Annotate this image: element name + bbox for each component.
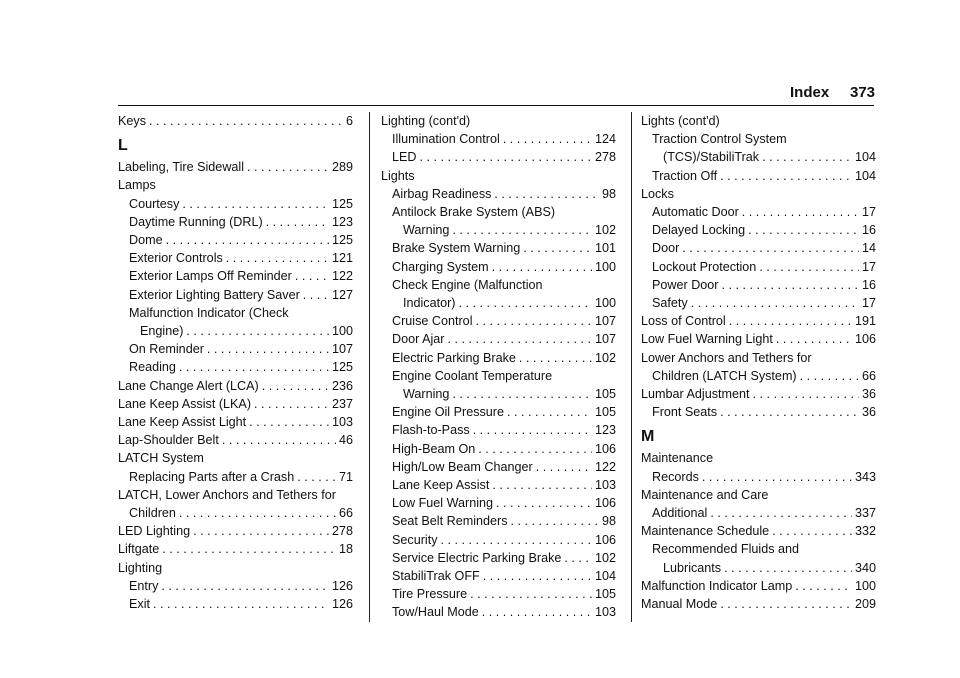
dot-leader <box>478 440 592 458</box>
index-entry-label: Engine) <box>140 324 184 339</box>
dot-leader <box>759 258 859 276</box>
index-entry-page[interactable]: 104 <box>854 150 876 165</box>
index-entry[interactable] <box>381 458 616 476</box>
dot-leader <box>702 468 852 486</box>
index-heading: LATCH, Lower Anchors and Tethers for <box>118 487 336 502</box>
index-entry-label: Traction Off <box>652 168 718 183</box>
index-entry-label: Tire Pressure <box>392 587 468 602</box>
index-entry[interactable] <box>381 512 616 530</box>
index-heading: Lighting <box>118 560 163 575</box>
index-entry[interactable] <box>118 213 353 231</box>
index-entry[interactable] <box>118 112 353 130</box>
index-entry[interactable] <box>118 468 353 486</box>
index-entry-label: Engine Oil Pressure <box>392 405 504 420</box>
index-entry-label: Safety <box>652 296 688 311</box>
dot-leader <box>452 385 592 403</box>
index-entry-label: Manual Mode <box>641 597 718 612</box>
index-entry[interactable] <box>381 549 616 567</box>
index-entry-page[interactable]: 106 <box>594 532 616 547</box>
index-entry[interactable] <box>381 130 616 148</box>
dot-leader <box>800 367 859 385</box>
dot-leader <box>795 577 852 595</box>
index-entry[interactable] <box>118 249 353 267</box>
index-entry-label: Lane Keep Assist <box>392 478 490 493</box>
dot-leader <box>297 468 336 486</box>
index-entry[interactable] <box>381 476 616 494</box>
dot-leader <box>420 148 592 166</box>
index-entry-page[interactable]: 124 <box>594 132 616 147</box>
index-entry-label: Warning <box>403 223 450 238</box>
index-entry-page[interactable]: 121 <box>331 251 353 266</box>
index-entry-page[interactable]: 340 <box>854 560 876 575</box>
dot-leader <box>266 213 329 231</box>
index-entry-page[interactable]: 17 <box>861 259 876 274</box>
index-entry-page[interactable]: 98 <box>601 186 616 201</box>
index-entry-page[interactable]: 125 <box>331 360 353 375</box>
dot-leader <box>254 395 329 413</box>
index-entry-label: (TCS)/StabiliTrak <box>663 150 760 165</box>
index-entry-label: Brake System Warning <box>392 241 521 256</box>
index-entry-label: High/Low Beam Changer <box>392 459 533 474</box>
dot-leader <box>507 403 592 421</box>
index-entry-page[interactable]: 104 <box>594 569 616 584</box>
index-entry-page[interactable]: 105 <box>594 405 616 420</box>
index-entry-page[interactable]: 16 <box>861 223 876 238</box>
index-entry-page[interactable]: 71 <box>338 469 353 484</box>
dot-leader <box>262 377 329 395</box>
dot-leader <box>249 413 329 431</box>
index-entry[interactable] <box>118 522 353 540</box>
index-entry[interactable] <box>641 148 876 166</box>
index-entry-label: Exit <box>129 597 150 612</box>
header-rule <box>118 105 874 106</box>
index-entry-page[interactable]: 103 <box>331 415 353 430</box>
dot-leader <box>473 421 592 439</box>
index-column-3 <box>641 112 876 613</box>
index-entry-page[interactable]: 100 <box>594 296 616 311</box>
index-entry[interactable] <box>381 531 616 549</box>
index-entry[interactable] <box>381 148 616 166</box>
index-entry-label: Keys <box>118 114 146 128</box>
dot-leader <box>182 195 329 213</box>
dot-leader <box>691 294 859 312</box>
index-entry-page[interactable]: 107 <box>331 342 353 357</box>
index-column-2 <box>381 112 616 622</box>
index-entry-page[interactable]: 103 <box>594 605 616 620</box>
index-entry-label: Exterior Lamps Off Reminder <box>129 269 292 284</box>
dot-leader <box>720 167 852 185</box>
index-entry-label: Front Seats <box>652 405 718 420</box>
index-entry[interactable] <box>641 258 876 276</box>
index-entry-page[interactable]: 100 <box>854 578 876 593</box>
index-entry-page[interactable]: 236 <box>331 378 353 393</box>
dot-leader <box>753 385 859 403</box>
dot-leader <box>161 577 329 595</box>
index-entry-label: Flash-to-Pass <box>392 423 470 438</box>
index-entry-label: Warning <box>403 387 450 402</box>
index-entry[interactable] <box>118 322 353 340</box>
index-entry-label: Door <box>652 241 680 256</box>
index-entry-page[interactable]: 106 <box>594 496 616 511</box>
index-entry[interactable] <box>381 239 616 257</box>
index-entry-label: Liftgate <box>118 542 160 557</box>
index-entry-page[interactable]: 209 <box>854 597 876 612</box>
index-entry[interactable] <box>381 185 616 203</box>
dot-leader <box>247 158 329 176</box>
index-entry[interactable] <box>381 221 616 239</box>
index-entry[interactable] <box>641 577 876 595</box>
index-entry[interactable] <box>118 577 353 595</box>
index-entry-label: Indicator) <box>403 296 456 311</box>
index-entry-label: Lumbar Adjustment <box>641 387 750 402</box>
dot-leader <box>536 458 592 476</box>
dot-leader <box>193 522 329 540</box>
index-entry-page[interactable]: 36 <box>861 387 876 402</box>
index-entry-label: LED Lighting <box>118 524 191 539</box>
index-entry-label: Malfunction Indicator Lamp <box>641 578 793 593</box>
section-title: Index <box>790 84 830 101</box>
index-entry-label: Tow/Haul Mode <box>392 605 479 620</box>
index-entry-page[interactable]: 105 <box>594 387 616 402</box>
index-entry-label: Exterior Controls <box>129 251 223 266</box>
index-entry[interactable] <box>381 294 616 312</box>
index-entry-page[interactable]: 14 <box>861 241 876 256</box>
dot-leader <box>494 185 599 203</box>
dot-leader <box>166 231 329 249</box>
index-entry-label: Maintenance Schedule <box>641 524 770 539</box>
dot-leader <box>496 494 592 512</box>
index-entry[interactable] <box>641 367 876 385</box>
index-entry[interactable] <box>641 276 876 294</box>
dot-leader <box>222 431 336 449</box>
dot-leader <box>762 148 852 166</box>
index-heading: Lights (cont'd) <box>641 114 720 128</box>
index-column-1 <box>118 112 353 613</box>
index-entry[interactable] <box>118 358 353 376</box>
dot-leader <box>179 504 336 522</box>
index-entry[interactable] <box>381 330 616 348</box>
index-entry-label: Lockout Protection <box>652 259 757 274</box>
index-entry[interactable] <box>381 385 616 403</box>
index-entry[interactable] <box>641 330 876 348</box>
dot-leader <box>492 258 592 276</box>
index-entry-page[interactable]: 102 <box>594 550 616 565</box>
index-entry-page[interactable]: 125 <box>331 196 353 211</box>
index-letter-heading: M <box>641 428 655 446</box>
dot-leader <box>772 522 852 540</box>
index-entry-label: Courtesy <box>129 196 180 211</box>
index-entry-label: Service Electric Parking Brake <box>392 550 562 565</box>
index-entry-label: Additional <box>652 506 708 521</box>
index-entry[interactable] <box>641 167 876 185</box>
index-entry-page[interactable]: 16 <box>861 277 876 292</box>
dot-leader <box>748 221 859 239</box>
index-entry-page[interactable]: 278 <box>594 150 616 165</box>
index-entry-label: High-Beam On <box>392 441 476 456</box>
index-entry-page[interactable]: 101 <box>594 241 616 256</box>
dot-leader <box>503 130 592 148</box>
dot-leader <box>448 330 592 348</box>
page-number: 373 <box>850 84 876 101</box>
index-entry-page[interactable]: 46 <box>338 433 353 448</box>
index-entry-page[interactable]: 123 <box>594 423 616 438</box>
index-letter-heading: L <box>118 137 128 155</box>
index-entry[interactable] <box>118 504 353 522</box>
index-entry-label: Automatic Door <box>652 205 739 220</box>
index-entry-page[interactable]: 107 <box>594 314 616 329</box>
index-entry[interactable] <box>381 440 616 458</box>
index-entry-label: Replacing Parts after a Crash <box>129 469 295 484</box>
index-entry-page[interactable]: 107 <box>594 332 616 347</box>
index-entry[interactable] <box>118 595 353 613</box>
index-entry[interactable] <box>118 431 353 449</box>
index-entry-page[interactable]: 332 <box>854 524 876 539</box>
column-divider <box>631 112 632 622</box>
index-entry[interactable] <box>641 595 876 613</box>
index-entry[interactable] <box>381 258 616 276</box>
index-entry-page[interactable]: 126 <box>331 597 353 612</box>
index-entry-page[interactable]: 100 <box>331 324 353 339</box>
index-entry-label: Illumination Control <box>392 132 500 147</box>
index-entry-page[interactable]: 18 <box>338 542 353 557</box>
index-entry-label: Cruise Control <box>392 314 473 329</box>
dot-leader <box>724 559 852 577</box>
index-entry-label: Loss of Control <box>641 314 726 329</box>
index-entry-page[interactable]: 104 <box>854 168 876 183</box>
index-entry-page[interactable]: 36 <box>861 405 876 420</box>
index-entry-label: Low Fuel Warning <box>392 496 494 511</box>
index-entry-label: Children (LATCH System) <box>652 368 797 383</box>
index-entry-page[interactable]: 17 <box>861 296 876 311</box>
index-entry[interactable] <box>381 312 616 330</box>
index-entry[interactable] <box>641 239 876 257</box>
dot-leader <box>149 112 343 130</box>
dot-leader <box>303 286 329 304</box>
dot-leader <box>186 322 329 340</box>
dot-leader <box>511 512 599 530</box>
index-entry[interactable] <box>118 413 353 431</box>
dot-leader <box>179 358 329 376</box>
dot-leader <box>519 349 592 367</box>
index-heading: Antilock Brake System (ABS) <box>392 205 556 220</box>
index-entry[interactable] <box>641 203 876 221</box>
index-entry-label: Low Fuel Warning Light <box>641 332 773 347</box>
index-entry[interactable] <box>118 231 353 249</box>
index-entry[interactable] <box>641 312 876 330</box>
index-heading: Maintenance and Care <box>641 487 769 502</box>
dot-leader <box>476 312 592 330</box>
index-entry[interactable] <box>641 221 876 239</box>
index-entry-page[interactable]: 102 <box>594 223 616 238</box>
dot-leader <box>776 330 852 348</box>
index-entry-label: Children <box>129 506 176 521</box>
index-heading: Malfunction Indicator (Check <box>129 305 289 320</box>
index-entry-page[interactable]: 191 <box>854 314 876 329</box>
dot-leader <box>452 221 592 239</box>
index-entry-label: Daytime Running (DRL) <box>129 214 263 229</box>
index-entry-page[interactable]: 105 <box>594 587 616 602</box>
index-entry-page[interactable]: 66 <box>861 368 876 383</box>
dot-leader <box>483 567 592 585</box>
index-entry-page[interactable]: 66 <box>338 506 353 521</box>
index-entry-label: Labeling, Tire Sidewall <box>118 160 245 175</box>
index-entry-label: Delayed Locking <box>652 223 746 238</box>
index-entry[interactable] <box>381 421 616 439</box>
index-entry-page[interactable]: 103 <box>594 478 616 493</box>
index-entry[interactable] <box>381 349 616 367</box>
index-entry[interactable] <box>118 267 353 285</box>
index-heading: LATCH System <box>118 451 204 466</box>
index-entry-page[interactable]: 278 <box>331 524 353 539</box>
index-heading: Lighting (cont'd) <box>381 114 471 128</box>
dot-leader <box>207 340 329 358</box>
column-divider <box>369 112 370 622</box>
dot-leader <box>682 239 859 257</box>
index-entry-page[interactable]: 337 <box>854 506 876 521</box>
index-entry-label: LED <box>392 150 417 165</box>
index-heading: Locks <box>641 186 674 201</box>
index-entry-page[interactable]: 17 <box>861 205 876 220</box>
index-entry-label: Lane Keep Assist Light <box>118 415 247 430</box>
index-heading: Lamps <box>118 178 156 193</box>
index-entry-label: Seat Belt Reminders <box>392 514 508 529</box>
index-entry-page[interactable]: 127 <box>331 287 353 302</box>
index-entry[interactable] <box>641 294 876 312</box>
dot-leader <box>742 203 859 221</box>
index-heading: Lights <box>381 168 415 183</box>
index-entry[interactable] <box>381 585 616 603</box>
index-heading: Check Engine (Malfunction <box>392 277 543 292</box>
index-heading: Engine Coolant Temperature <box>392 368 553 383</box>
index-heading: Lower Anchors and Tethers for <box>641 350 812 365</box>
index-entry-page[interactable]: 122 <box>594 459 616 474</box>
index-entry[interactable] <box>118 395 353 413</box>
index-entry[interactable] <box>641 559 876 577</box>
index-entry-label: Lap-Shoulder Belt <box>118 433 219 448</box>
index-entry-page[interactable]: 289 <box>331 160 353 175</box>
dot-leader <box>729 312 852 330</box>
index-entry-label: Lubricants <box>663 560 722 575</box>
dot-leader <box>492 476 592 494</box>
index-entry[interactable] <box>118 195 353 213</box>
index-entry[interactable] <box>381 403 616 421</box>
index-entry-label: Power Door <box>652 277 719 292</box>
index-entry-label: Charging System <box>392 259 489 274</box>
index-entry[interactable] <box>641 403 876 421</box>
index-entry[interactable] <box>641 522 876 540</box>
index-entry-page[interactable]: 343 <box>854 469 876 484</box>
dot-leader <box>710 504 852 522</box>
index-entry-page[interactable]: 237 <box>331 396 353 411</box>
index-entry-label: On Reminder <box>129 342 204 357</box>
index-entry-page[interactable]: 125 <box>331 233 353 248</box>
dot-leader <box>722 276 859 294</box>
dot-leader <box>523 239 592 257</box>
index-entry-label: Electric Parking Brake <box>392 350 516 365</box>
dot-leader <box>226 249 329 267</box>
index-entry-label: Lane Change Alert (LCA) <box>118 378 259 393</box>
index-entry-label: Airbag Readiness <box>392 186 492 201</box>
index-entry-page[interactable]: 106 <box>594 441 616 456</box>
index-entry-label: Lane Keep Assist (LKA) <box>118 396 252 411</box>
index-entry-label: Exterior Lighting Battery Saver <box>129 287 300 302</box>
dot-leader <box>441 531 592 549</box>
index-entry[interactable] <box>118 377 353 395</box>
index-heading: Traction Control System <box>652 132 787 147</box>
index-entry[interactable] <box>381 603 616 621</box>
index-entry[interactable] <box>641 504 876 522</box>
index-entry[interactable] <box>118 158 353 176</box>
index-entry-page[interactable]: 123 <box>331 214 353 229</box>
index-heading: Maintenance <box>641 451 714 466</box>
index-entry-page[interactable]: 6 <box>345 114 353 128</box>
index-entry[interactable] <box>381 567 616 585</box>
dot-leader <box>470 585 592 603</box>
index-entry-page[interactable]: 122 <box>331 269 353 284</box>
index-entry-label: Dome <box>129 233 163 248</box>
index-entry-label: Records <box>652 469 699 484</box>
index-heading: Recommended Fluids and <box>652 542 800 557</box>
index-entry-label: Entry <box>129 578 159 593</box>
index-entry-page[interactable]: 106 <box>854 332 876 347</box>
dot-leader <box>162 540 336 558</box>
dot-leader <box>459 294 592 312</box>
dot-leader <box>295 267 329 285</box>
dot-leader <box>482 603 592 621</box>
index-entry-page[interactable]: 98 <box>601 514 616 529</box>
index-entry-page[interactable]: 126 <box>331 578 353 593</box>
index-entry-page[interactable]: 102 <box>594 350 616 365</box>
dot-leader <box>564 549 592 567</box>
dot-leader <box>153 595 329 613</box>
dot-leader <box>720 595 852 613</box>
index-entry[interactable] <box>118 340 353 358</box>
dot-leader <box>720 403 859 421</box>
index-entry-label: Door Ajar <box>392 332 445 347</box>
index-entry-label: Security <box>392 532 438 547</box>
index-entry[interactable] <box>641 468 876 486</box>
index-entry[interactable] <box>118 540 353 558</box>
index-entry[interactable] <box>381 494 616 512</box>
index-entry-label: Reading <box>129 360 176 375</box>
index-entry-page[interactable]: 100 <box>594 259 616 274</box>
index-entry[interactable] <box>641 385 876 403</box>
index-entry[interactable] <box>118 286 353 304</box>
index-entry-label: StabiliTrak OFF <box>392 569 480 584</box>
